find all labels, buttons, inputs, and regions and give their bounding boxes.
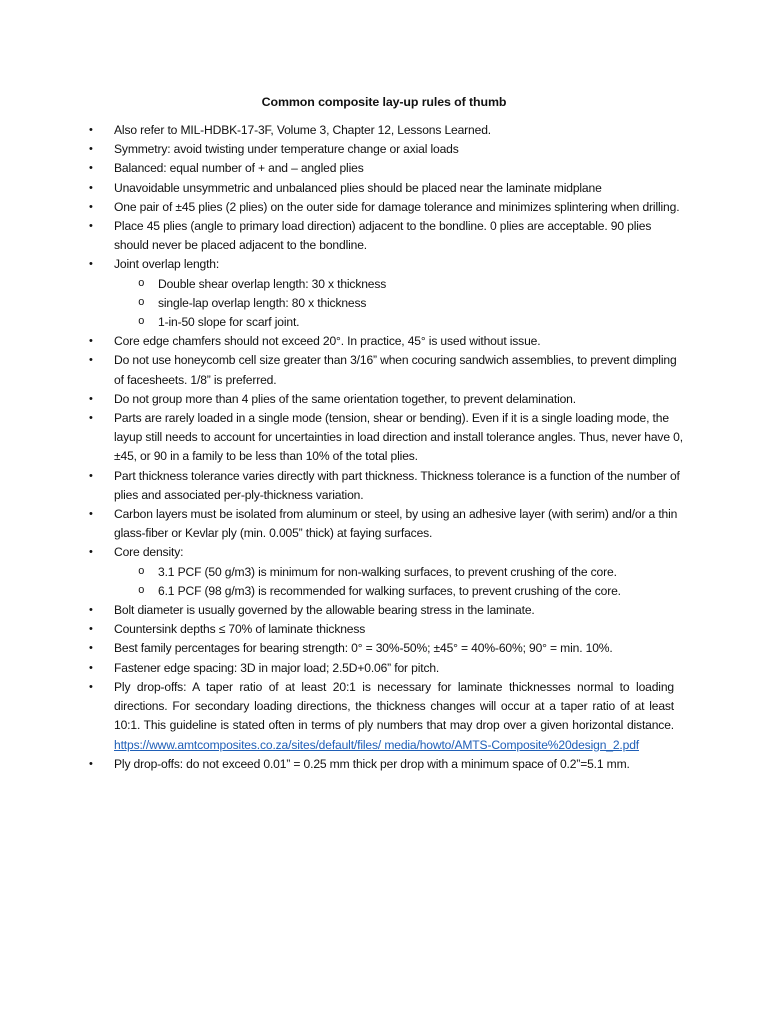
list-item <box>89 390 689 409</box>
list-item-content <box>114 601 689 620</box>
sub-list-item-text: Double shear overlap length: 30 x thickness <box>158 276 387 291</box>
list-item-content <box>114 217 689 255</box>
list-item-text: Core edge chamfers should not exceed 20°. In practice, 45° is used without issue. <box>114 334 541 349</box>
list-item <box>89 159 689 178</box>
sub-bullet-marker: o <box>138 316 145 329</box>
list-item <box>89 332 689 351</box>
list-item <box>89 467 689 505</box>
list-item-content <box>114 390 689 409</box>
sub-list-item-text: single-lap overlap length: 80 x thickness <box>158 295 367 310</box>
list-item-content <box>114 678 689 755</box>
list-item-text: Also refer to MIL-HDBK-17-3F, Volume 3, Chapter 12, Lessons Learned. <box>114 123 491 137</box>
bullet-marker: • <box>89 508 93 521</box>
list-item-content <box>114 159 689 178</box>
list-item-text: Place 45 plies (angle to primary load direction) adjacent to the bondline. 0 plies are acceptable. 90 plies should never be placed adjacent to the bondline. <box>114 219 652 253</box>
rules-list <box>89 121 689 774</box>
list-item-text: Unavoidable unsymmetric and unbalanced plies should be placed near the laminate midplane <box>114 180 602 195</box>
list-item-content <box>114 639 689 658</box>
list-item-text: Do not group more than 4 plies of the same orientation together, to prevent delamination. <box>114 391 576 406</box>
list-item-text: Countersink depths ≤ 70% of laminate thickness <box>114 622 366 637</box>
list-item <box>89 121 689 140</box>
list-item-text: Carbon layers must be isolated from aluminum or steel, by using an adhesive layer (with serim) and/or a thin glass-fiber or Kevlar ply (min. 0.005” thick) at faying surfaces. <box>114 507 678 541</box>
bullet-marker: • <box>89 143 93 156</box>
list-item-content <box>114 409 689 467</box>
list-item-text: Core density: <box>114 545 184 560</box>
list-item-text: Ply drop-offs: do not exceed 0.01” = 0.25 mm thick per drop with a minimum space of 0.2”=5.1 mm. <box>114 756 630 771</box>
sub-list <box>114 563 689 601</box>
list-item <box>89 179 689 198</box>
bullet-marker: • <box>89 757 93 770</box>
bullet-marker: • <box>89 200 93 213</box>
bullet-marker: • <box>89 642 93 655</box>
list-item <box>89 217 689 255</box>
list-item-text: Symmetry: avoid twisting under temperature change or axial loads <box>114 142 459 157</box>
list-item-content <box>114 755 689 774</box>
bullet-marker: • <box>89 412 93 425</box>
list-item <box>89 351 689 389</box>
sub-bullet-marker: o <box>138 584 145 597</box>
list-item <box>89 620 689 639</box>
sub-list <box>114 275 689 333</box>
bullet-marker: • <box>89 258 93 271</box>
sub-list-item <box>114 582 689 601</box>
list-item-content <box>114 659 689 678</box>
list-item-text: One pair of ±45 plies (2 plies) on the outer side for damage tolerance and minimizes splintering when drilling. <box>114 199 680 214</box>
sub-list-item-text: 3.1 PCF (50 g/m3) is minimum for non-walking surfaces, to prevent crushing of the core. <box>158 564 617 579</box>
list-item-content <box>114 332 689 351</box>
list-item-content <box>114 505 689 543</box>
list-item-text: Balanced: equal number of + and – angled plies <box>114 161 364 176</box>
list-item <box>89 755 689 774</box>
list-item-text: Bolt diameter is usually governed by the allowable bearing stress in the laminate. <box>114 603 535 618</box>
bullet-marker: • <box>89 604 93 617</box>
list-item <box>89 409 689 467</box>
list-item-text: Do not use honeycomb cell size greater than 3/16” when cocuring sandwich assemblies, to prevent dimpling of facesheets. 1/8” is preferred. <box>114 353 677 387</box>
list-item-content <box>114 255 689 274</box>
bullet-marker: • <box>89 124 93 136</box>
list-item <box>89 140 689 159</box>
bullet-marker: • <box>89 354 93 367</box>
sub-list-item <box>114 563 689 582</box>
list-item-content <box>114 198 689 217</box>
list-item-text: Best family percentages for bearing strength: 0° = 30%-50%; ±45° = 40%-60%; 90° = min. 10%. <box>114 641 613 656</box>
bullet-marker: • <box>89 469 93 482</box>
list-item <box>89 505 689 543</box>
list-item <box>89 659 689 678</box>
list-item <box>89 639 689 658</box>
sub-bullet-marker: o <box>138 277 145 290</box>
list-item <box>89 198 689 217</box>
list-item-content <box>114 121 689 140</box>
sub-list-item-text: 1-in-50 slope for scarf joint. <box>158 315 300 330</box>
sub-bullet-marker: o <box>138 296 145 309</box>
bullet-marker: • <box>89 623 93 636</box>
list-item-text: Joint overlap length: <box>114 257 220 272</box>
list-item-content <box>114 543 689 562</box>
list-item-text: Fastener edge spacing: 3D in major load; 2.5D+0.06” for pitch. <box>114 660 440 675</box>
list-item-content <box>114 179 689 198</box>
reference-link[interactable]: https://www.amtcomposites.co.za/sites/default/files/ media/howto/AMTS-Composite%20design_2.pdf <box>114 737 639 752</box>
sub-list-item <box>114 294 689 313</box>
bullet-marker: • <box>89 220 93 233</box>
bullet-marker: • <box>89 181 93 194</box>
list-item <box>89 601 689 620</box>
list-item <box>89 678 689 755</box>
list-item-content <box>114 140 689 159</box>
bullet-marker: • <box>89 546 93 559</box>
bullet-marker: • <box>89 162 93 175</box>
sub-list-item-text: 6.1 PCF (98 g/m3) is recommended for walking surfaces, to prevent crushing of the core. <box>158 583 621 598</box>
list-item-content <box>114 351 689 389</box>
bullet-marker: • <box>89 335 93 348</box>
bullet-marker: • <box>89 661 93 674</box>
sub-list-item <box>114 313 689 332</box>
bullet-marker: • <box>89 680 93 693</box>
document-title: Common composite lay-up rules of thumb <box>261 95 507 109</box>
bullet-marker: • <box>89 392 93 405</box>
list-item-text: Parts are rarely loaded in a single mode (tension, shear or bending). Even if it is a single loading mode, the layup still needs to account for uncertainties in load direction and install tolerance angles. Thus, never have 0, ±45, or 90 in a family to be less than 10% of the total plies. <box>114 411 683 464</box>
list-item-content <box>114 620 689 639</box>
list-item-text: Ply drop-offs: A taper ratio of at least 20:1 is necessary for laminate thicknesses normal to loading directions. For secondary loading directions, the thickness changes will occur at a taper ratio of at least 10:1. This guideline is stated often in terms of ply numbers that may drop over a given horizontal distance. <box>114 679 674 733</box>
sub-list-item <box>114 275 689 294</box>
sub-bullet-marker: o <box>138 565 145 578</box>
list-item <box>89 543 689 601</box>
list-item <box>89 255 689 332</box>
list-item-text: Part thickness tolerance varies directly with part thickness. Thickness tolerance is a function of the number of plies and associated per-ply-thickness variation. <box>114 468 680 502</box>
list-item-content <box>114 467 689 505</box>
